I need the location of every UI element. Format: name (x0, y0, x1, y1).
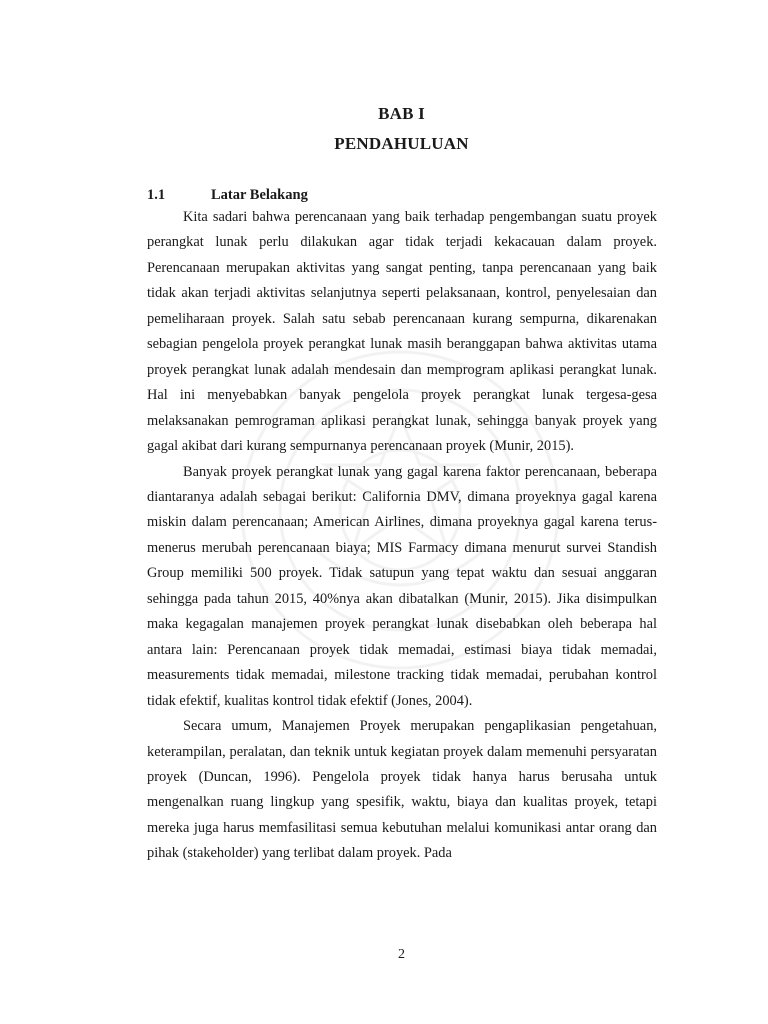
body-text (147, 205, 657, 867)
paragraph: Secara umum, Manajemen Proyek merupakan pengaplikasian pengetahuan, keterampilan, peralatan, dan teknik untuk kegiatan proyek dalam memenuhi persyaratan proyek (Duncan, 1996). Pengelola proyek tidak hanya harus berusaha untuk mengenalkan ruang lingkup yang spesifik, waktu, biaya dan kualitas proyek, tetapi mereka juga harus memfasilitasi semua kebutuhan melalui komunikasi antar orang dan pihak (stakeholder) yang terlibat dalam proyek. Pada (147, 718, 657, 862)
chapter-title: PENDAHULUAN (334, 134, 469, 153)
paragraph: Kita sadari bahwa perencanaan yang baik terhadap pengembangan suatu proyek perangkat lunak perlu dilakukan agar tidak terjadi kekacauan dalam proyek. Perencanaan merupakan aktivitas yang sangat penting, tanpa perencanaan yang baik tidak akan terjadi aktivitas selanjutnya seperti pelaksanaan, kontrol, penyelesaian dan pemeliharaan proyek. Salah satu sebab perencanaan kurang sempurna, dikarenakan sebagian pengelola proyek perangkat lunak masih beranggapan bahwa aktivitas utama proyek perangkat lunak adalah mendesain dan memprogram aplikasi perangkat lunak. Hal ini menyebabkan banyak pengelola proyek perangkat lunak tergesa-gesa melaksanakan pemrograman aplikasi perangkat lunak, sehingga banyak proyek yang gagal akibat dari kurang sempurnanya perencanaan proyek (Munir, 2015). (147, 209, 657, 455)
section-title: Latar Belakang (211, 187, 308, 203)
section-number: 1.1 (147, 187, 166, 203)
paragraph: Banyak proyek perangkat lunak yang gagal karena faktor perencanaan, beberapa diantaranya adalah sebagai berikut: California DMV, dimana proyeknya gagal karena miskin dalam perencanaan; American Airlines, dimana proyeknya gagal karena terus-menerus merubah perencanaan biaya; MIS Farmacy dimana menurut survei Standish Group memiliki 500 proyek. Tidak satupun yang tepat waktu dan sesuai anggaran sehingga pada tahun 2015, 40%nya akan dibatalkan (Munir, 2015). Jika disimpulkan maka kegagalan manajemen proyek perangkat lunak disebabkan oleh beberapa hal antara lain: Perencanaan proyek tidak memadai, estimasi biaya tidak memadai, measurements tidak memadai, milestone tracking tidak memadai, perubahan kontrol tidak efektif, kualitas kontrol tidak efektif (Jones, 2004). (147, 463, 657, 709)
page-number: 2 (398, 947, 405, 962)
chapter-number: BAB I (378, 104, 425, 123)
section-heading (147, 187, 308, 204)
